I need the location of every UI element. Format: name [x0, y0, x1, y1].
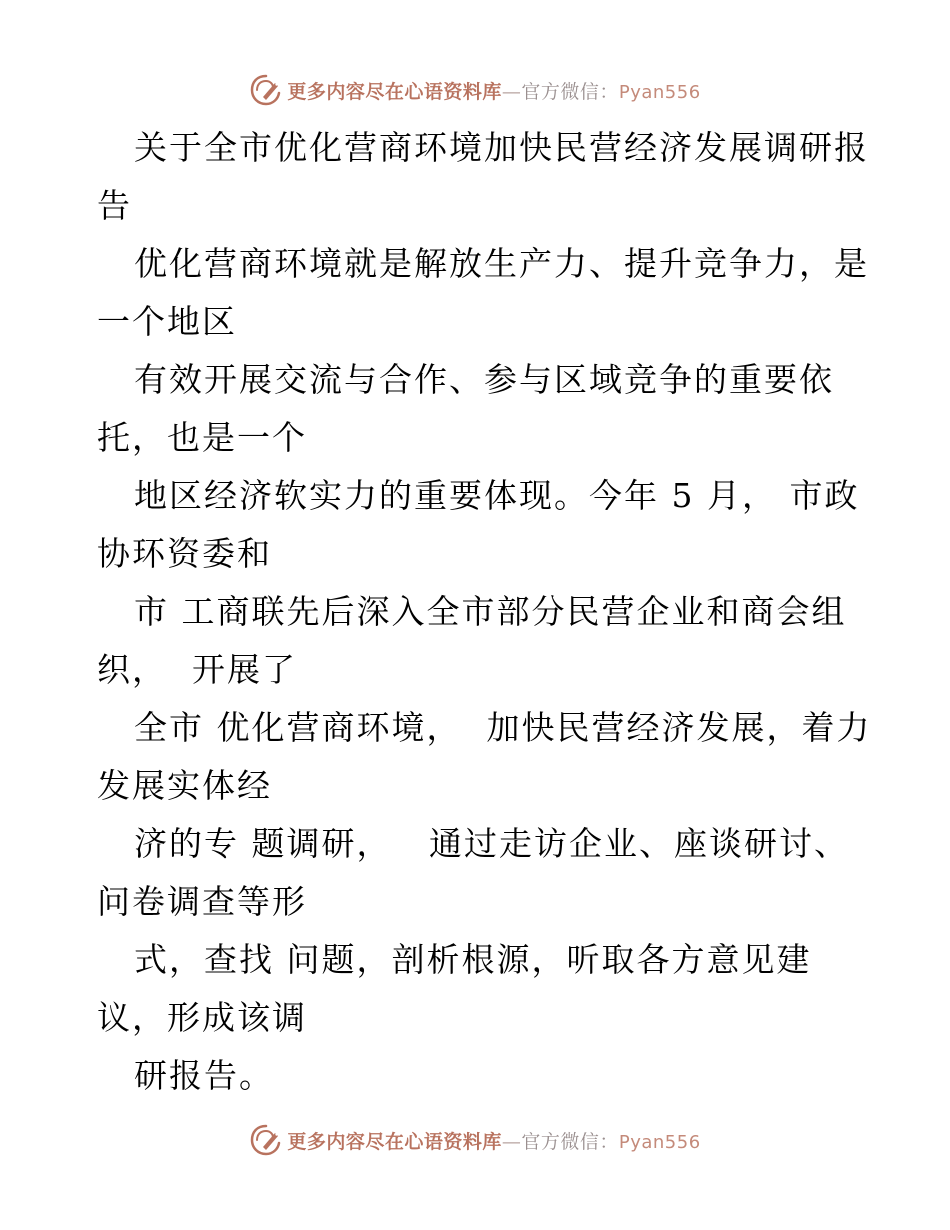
banner-wechat-label: 官方微信：: [521, 80, 619, 103]
text-line: 市 工商联先后深入全市部分民营企业和商会组: [134, 592, 847, 631]
banner-account: Pyan556: [618, 81, 701, 103]
text-line: 全市 优化营商环境， 加快民营经济发展，着力: [134, 708, 872, 747]
text-line: 式，查找 问题，剖析根源，听取各方意见建: [134, 940, 812, 979]
banner-text: [287, 1127, 700, 1154]
text-line: 协环资委和: [97, 534, 272, 573]
banner-brand: 更多内容尽在心语资料库: [287, 80, 502, 103]
text-line: 关于全市优化营商环境加快民营经济发展调研报: [134, 128, 869, 167]
text-line: 地区经济软实力的重要体现。今年 5 月， 市政: [134, 476, 860, 515]
text-line: 托，也是一个: [97, 418, 307, 457]
text-line: 告: [97, 186, 132, 225]
text-line: 问卷调查等形: [97, 882, 307, 921]
text-line: 一个地区: [97, 302, 237, 341]
header-banner: [0, 72, 950, 108]
pen-nib-swirl-icon: [249, 1123, 283, 1157]
banner-brand: 更多内容尽在心语资料库: [287, 1130, 502, 1153]
footer-banner: [0, 1122, 950, 1158]
text-line: 发展实体经: [97, 766, 272, 805]
text-line: 研报告。: [134, 1056, 274, 1095]
text-line: 济的专 题调研， 通过走访企业、座谈研讨、: [134, 824, 849, 863]
banner-account: Pyan556: [618, 1131, 701, 1153]
banner-wechat-label: 官方微信：: [521, 1130, 619, 1153]
text-line: 织， 开展了: [97, 650, 297, 689]
banner-separator: —: [501, 1130, 522, 1153]
banner-text: [287, 77, 700, 104]
text-line: 有效开展交流与合作、参与区域竞争的重要依: [134, 360, 834, 399]
banner-separator: —: [501, 80, 522, 103]
text-line: 优化营商环境就是解放生产力、提升竞争力，是: [134, 244, 869, 283]
text-line: 议，形成该调: [97, 998, 307, 1037]
pen-nib-swirl-icon: [249, 73, 283, 107]
